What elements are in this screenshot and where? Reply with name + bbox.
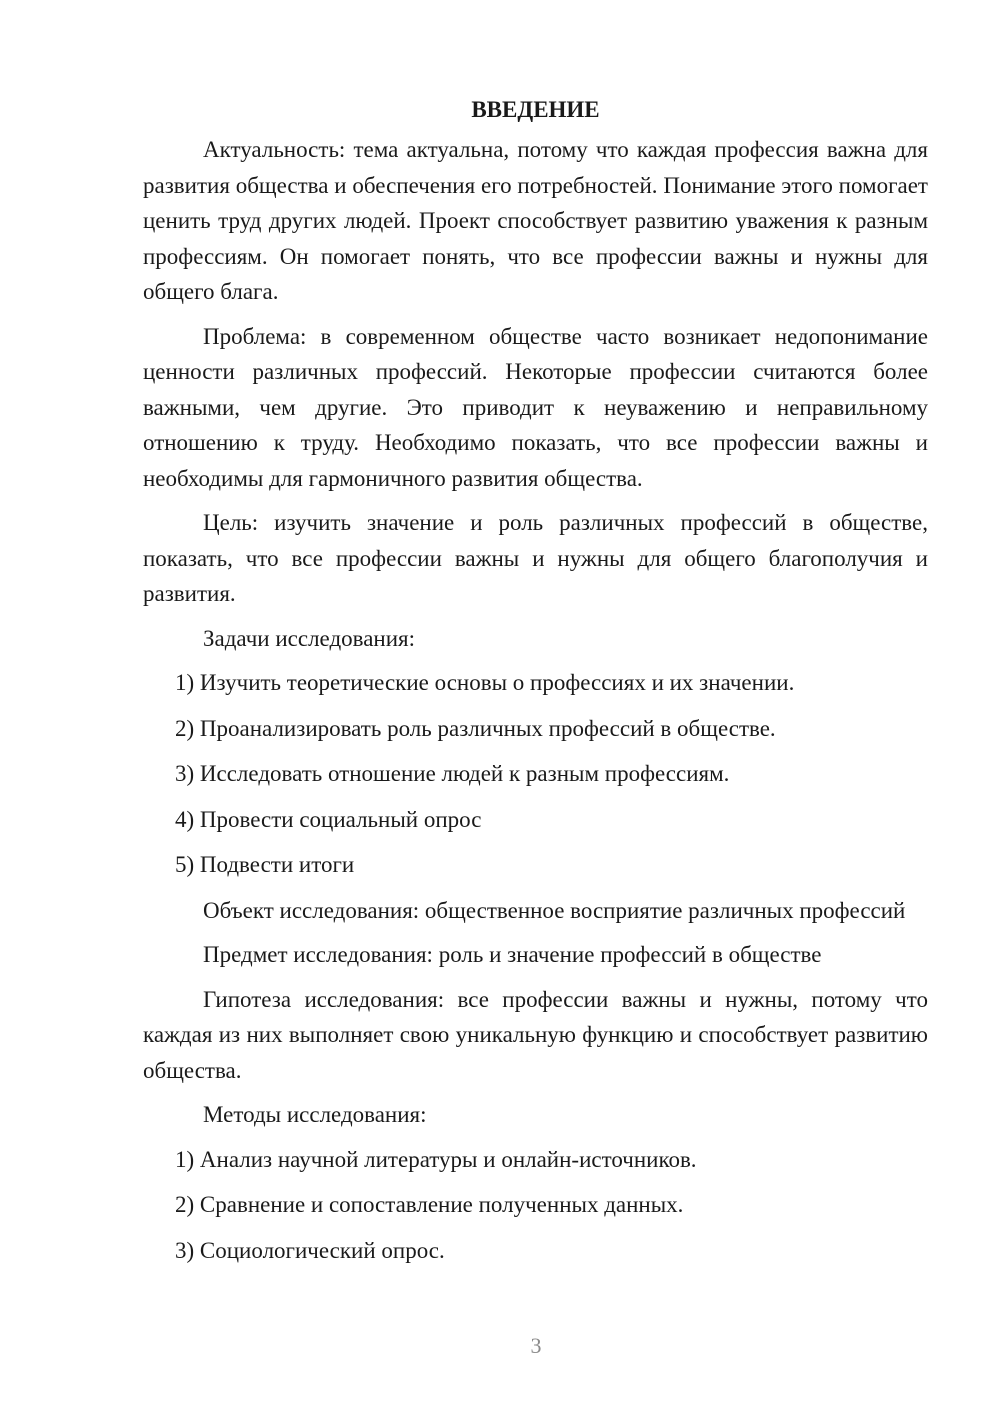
task-item: 5) Подвести итоги bbox=[175, 852, 355, 877]
hypothesis-paragraph: Гипотеза исследования: все профессии важны и нужны, потому что каждая из них выполняет свою уникальную функцию и способствует развитию общества. bbox=[143, 986, 928, 1083]
page-number: 3 bbox=[530, 1333, 542, 1358]
tasks-list bbox=[143, 665, 928, 883]
task-item: 2) Проанализировать роль различных профессий в обществе. bbox=[175, 715, 776, 741]
task-item: 4) Провести социальный опрос bbox=[175, 806, 482, 832]
problem-paragraph: Проблема: в современном обществе часто возникает недопонимание ценности различных профессий. Некоторые профессии считаются более важными, чем другие. Это приводит к неуважению и неправильному отношению к труду. Необходимо показать, что все профессии важны и необходимы для гармоничного развития общества. bbox=[143, 323, 928, 491]
section-heading: ВВЕДЕНИЕ bbox=[471, 97, 600, 122]
document-body bbox=[143, 92, 928, 1278]
methods-list bbox=[143, 1142, 928, 1269]
goal-paragraph: Цель: изучить значение и роль различных профессий в обществе, показать, что все профессии важны и нужны для общего благополучия и развития. bbox=[143, 510, 928, 606]
tasks-title: Задачи исследования: bbox=[203, 625, 416, 651]
task-item: 1) Изучить теоретические основы о профессиях и их значении. bbox=[175, 670, 795, 695]
methods-title: Методы исследования: bbox=[203, 1102, 427, 1127]
method-item: 1) Анализ научной литературы и онлайн-источников. bbox=[175, 1146, 697, 1172]
object-paragraph: Объект исследования: общественное восприятие различных профессий bbox=[203, 897, 906, 923]
relevance-paragraph: Актуальность: тема актуальна, потому что каждая профессия важна для развития общества и обеспечения его потребностей. Понимание этого помогает ценить труд других людей. Проект способствует развитию уважения к разным профессиям. Он помогает понять, что все профессии важны и нужны для общего блага. bbox=[143, 137, 928, 304]
method-item: 3) Социологический опрос. bbox=[175, 1237, 445, 1263]
task-item: 3) Исследовать отношение людей к разным профессиям. bbox=[175, 761, 730, 786]
method-item: 2) Сравнение и сопоставление полученных данных. bbox=[175, 1192, 684, 1217]
subject-paragraph: Предмет исследования: роль и значение профессий в обществе bbox=[203, 942, 822, 967]
